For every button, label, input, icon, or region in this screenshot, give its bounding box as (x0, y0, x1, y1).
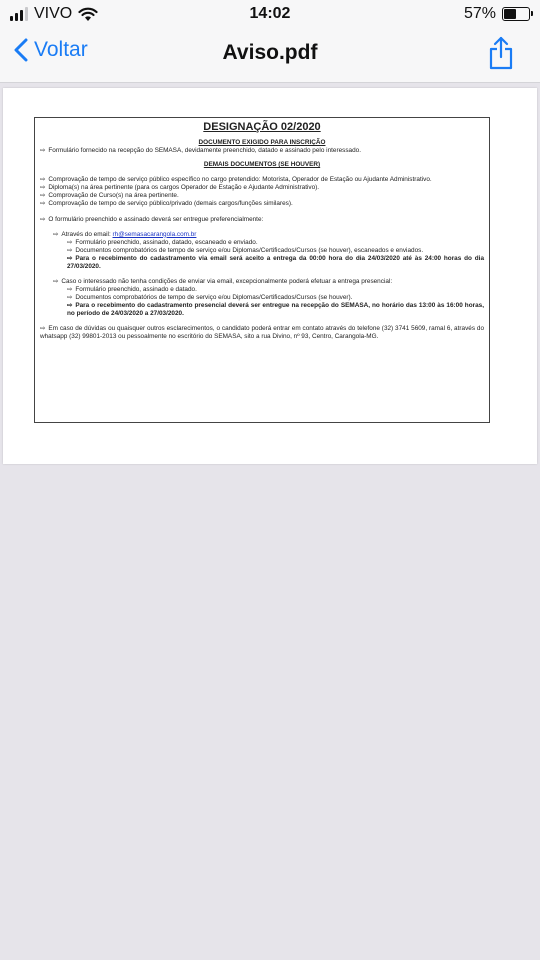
document-content (34, 117, 490, 423)
arrow-icon: ⇨ (40, 200, 46, 208)
list-item: ⇨ Comprovação de tempo de serviço público específico no cargo pretendido: Motorista, Operador de Estação ou Ajudante Administrativo. (40, 175, 432, 183)
arrow-icon: ⇨ (40, 183, 46, 191)
list-item: ⇨ Diploma(s) na área pertinente (para os cargos Operador de Estação e Ajudante Administrativo). (40, 183, 320, 191)
arrow-icon: ⇨ (40, 216, 46, 224)
arrow-icon: ⇨ (40, 147, 46, 155)
battery-icon (502, 7, 530, 21)
list-item: ⇨ Comprovação de tempo de serviço público/privado (demais cargos/funções similares). (40, 200, 293, 208)
list-item: ⇨ Formulário fornecido na recepção do SEMASA, devidamente preenchido, datado e assinado pelo interessado. (40, 147, 361, 155)
list-item: ⇨ Formulário preenchido, assinado, datado, escaneado e enviado. (67, 238, 258, 246)
arrow-icon: ⇨ (40, 324, 46, 332)
share-icon[interactable] (488, 36, 514, 70)
list-item: ⇨ Documentos comprobatórios de tempo de serviço e/ou Diplomas/Certificados/Cursos (se houver), escaneados e enviados. (67, 247, 424, 255)
list-item: ⇨ Comprovação de Curso(s) na área pertinente. (40, 192, 179, 200)
section-heading-other: DEMAIS DOCUMENTOS (SE HOUVER) (203, 161, 321, 169)
list-item: ⇨ Para o recebimento do cadastramento presencial deverá ser entregue na recepção do SEMASA, no horário das 13:00 às 16:00 horas, no período de 24/03/2020 a 27/03/2020. (67, 302, 484, 318)
arrow-icon: ⇨ (67, 238, 73, 246)
list-item: ⇨ Para o recebimento do cadastramento via email será aceito a entrega da 00:00 hora do dia 24/03/2020 até às 24:00 horas do dia 27/03/2020. (67, 255, 484, 271)
clock: 14:02 (249, 5, 291, 22)
contact-info: ⇨ Em caso de dúvidas ou quaisquer outros esclarecimentos, o candidato poderá entrar em contato através do telefone (32) 3741 5609, ramal 6, através do whatsapp (32) 99801-2013 ou pessoalmente no escritório do SEMASA, sito a rua Divino, nº 93, Centro, Carangola-MG. (40, 324, 484, 340)
list-item: ⇨ Documentos comprobatórios de tempo de serviço e/ou Diplomas/Certificados/Cursos (se houver). (67, 294, 353, 302)
status-bar (0, 0, 540, 30)
document-heading: DESIGNAÇÃO 02/2020 (203, 121, 321, 133)
battery-fill (504, 9, 516, 19)
arrow-icon: ⇨ (53, 277, 59, 285)
back-label: Voltar (34, 38, 88, 61)
navigation-bar (0, 30, 540, 83)
arrow-icon: ⇨ (67, 285, 73, 293)
email-link[interactable]: rh@semasacarangola.com.br (112, 230, 197, 238)
presencial-option: ⇨ Caso o interessado não tenha condições de enviar via email, excepcionalmente poderá efetuar a entrega presencial: (53, 277, 393, 285)
email-option: ⇨ Através do email: rh@semasacarangola.com.br (53, 230, 197, 238)
battery-percent: 57% (463, 5, 496, 22)
arrow-icon: ⇨ (53, 230, 59, 238)
pdf-page[interactable] (3, 88, 537, 464)
section-heading-required: DOCUMENTO EXIGIDO PARA INSCRIÇÃO (198, 139, 326, 146)
carrier-label: VIVO (34, 5, 73, 22)
arrow-icon: ⇨ (40, 175, 46, 183)
battery-area (464, 5, 530, 23)
arrow-icon: ⇨ (40, 192, 46, 200)
document-title: Aviso.pdf (222, 41, 318, 64)
arrow-icon: ⇨ (67, 255, 73, 263)
arrow-icon: ⇨ (67, 302, 73, 310)
arrow-icon: ⇨ (67, 247, 73, 255)
list-item: ⇨ Formulário preenchido, assinado e datado. (67, 285, 197, 293)
arrow-icon: ⇨ (67, 294, 73, 302)
delivery-intro: ⇨ O formulário preenchido e assinado deverá ser entregue preferencialmente: (40, 216, 264, 224)
